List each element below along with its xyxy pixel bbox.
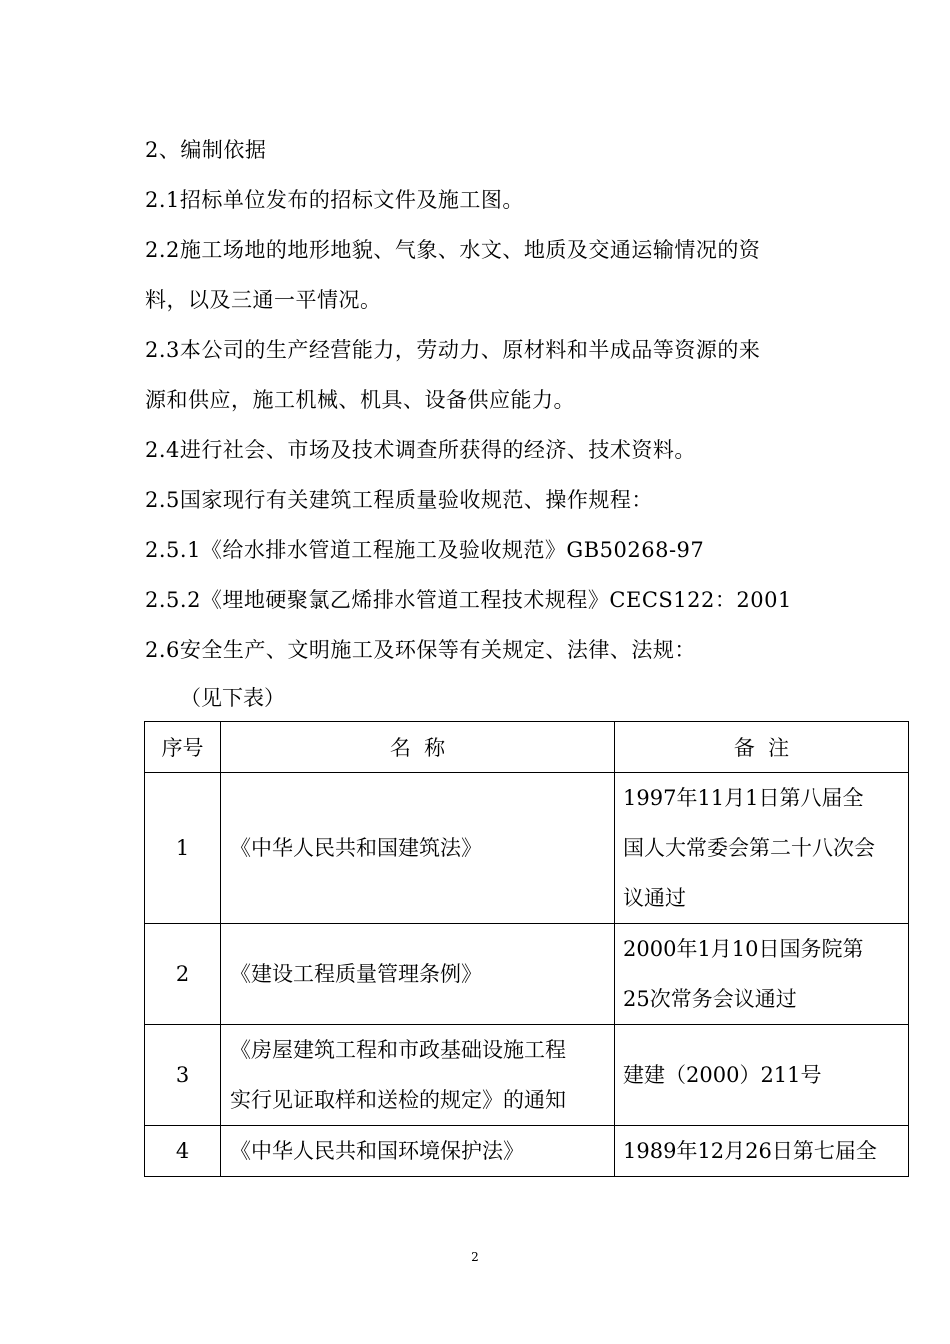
name-line: 《房屋建筑工程和市政基础设施工程 (230, 1038, 566, 1062)
row-name: 《中华人民共和国环境保护法》 (221, 1126, 615, 1177)
table-row (145, 1025, 909, 1126)
remark-line: 25次常务会议通过 (623, 987, 797, 1011)
section-title: 2、编制依据 (145, 138, 267, 162)
row-no: 1 (145, 773, 221, 924)
table-header-row (145, 722, 909, 773)
row-no: 4 (145, 1126, 221, 1177)
remark-line: 国人大常委会第二十八次会 (623, 836, 875, 860)
row-name: 《建设工程质量管理条例》 (221, 924, 615, 1025)
paragraph-2-4: 2.4进行社会、市场及技术调查所获得的经济、技术资料。 (145, 438, 696, 462)
header-name (221, 722, 615, 773)
table-note: （见下表） (180, 686, 285, 710)
header-name-text: 名 称 (389, 736, 446, 760)
remark-line: 议通过 (623, 886, 686, 910)
paragraph-2-5-2: 2.5.2《埋地硬聚氯乙烯排水管道工程技术规程》CECS122：2001 (145, 588, 792, 612)
row-remark: 建建（2000）211号 (615, 1025, 909, 1126)
row-no: 3 (145, 1025, 221, 1126)
name-line: 实行见证取样和送检的规定》的通知 (230, 1088, 566, 1112)
page-number: 2 (471, 1250, 479, 1264)
paragraph-2-5-1: 2.5.1《给水排水管道工程施工及验收规范》GB50268-97 (145, 538, 705, 562)
row-remark (615, 773, 909, 924)
header-remark (615, 722, 909, 773)
row-name (221, 1025, 615, 1126)
table-row (145, 773, 909, 924)
row-remark: 1989年12月26日第七届全 (615, 1126, 909, 1177)
table-row (145, 924, 909, 1025)
paragraph-2-6: 2.6安全生产、文明施工及环保等有关规定、法律、法规： (145, 638, 696, 662)
header-remark-text: 备 注 (733, 736, 790, 760)
row-name: 《中华人民共和国建筑法》 (221, 773, 615, 924)
table-row (145, 1126, 909, 1177)
paragraph-2-2-line1: 2.2施工场地的地形地貌、气象、水文、地质及交通运输情况的资 (145, 238, 761, 262)
paragraph-2-2-line2: 料，以及三通一平情况。 (145, 288, 382, 312)
row-no: 2 (145, 924, 221, 1025)
paragraph-2-1: 2.1招标单位发布的招标文件及施工图。 (145, 188, 524, 212)
laws-table (144, 721, 909, 1177)
paragraph-2-3-line2: 源和供应，施工机械、机具、设备供应能力。 (145, 388, 575, 412)
paragraph-2-5: 2.5国家现行有关建筑工程质量验收规范、操作规程： (145, 488, 653, 512)
paragraph-2-3-line1: 2.3本公司的生产经营能力，劳动力、原材料和半成品等资源的来 (145, 338, 761, 362)
row-remark (615, 924, 909, 1025)
remark-line: 2000年1月10日国务院第 (623, 937, 864, 961)
remark-line: 1997年11月1日第八届全 (623, 786, 864, 810)
header-no: 序号 (145, 722, 221, 773)
